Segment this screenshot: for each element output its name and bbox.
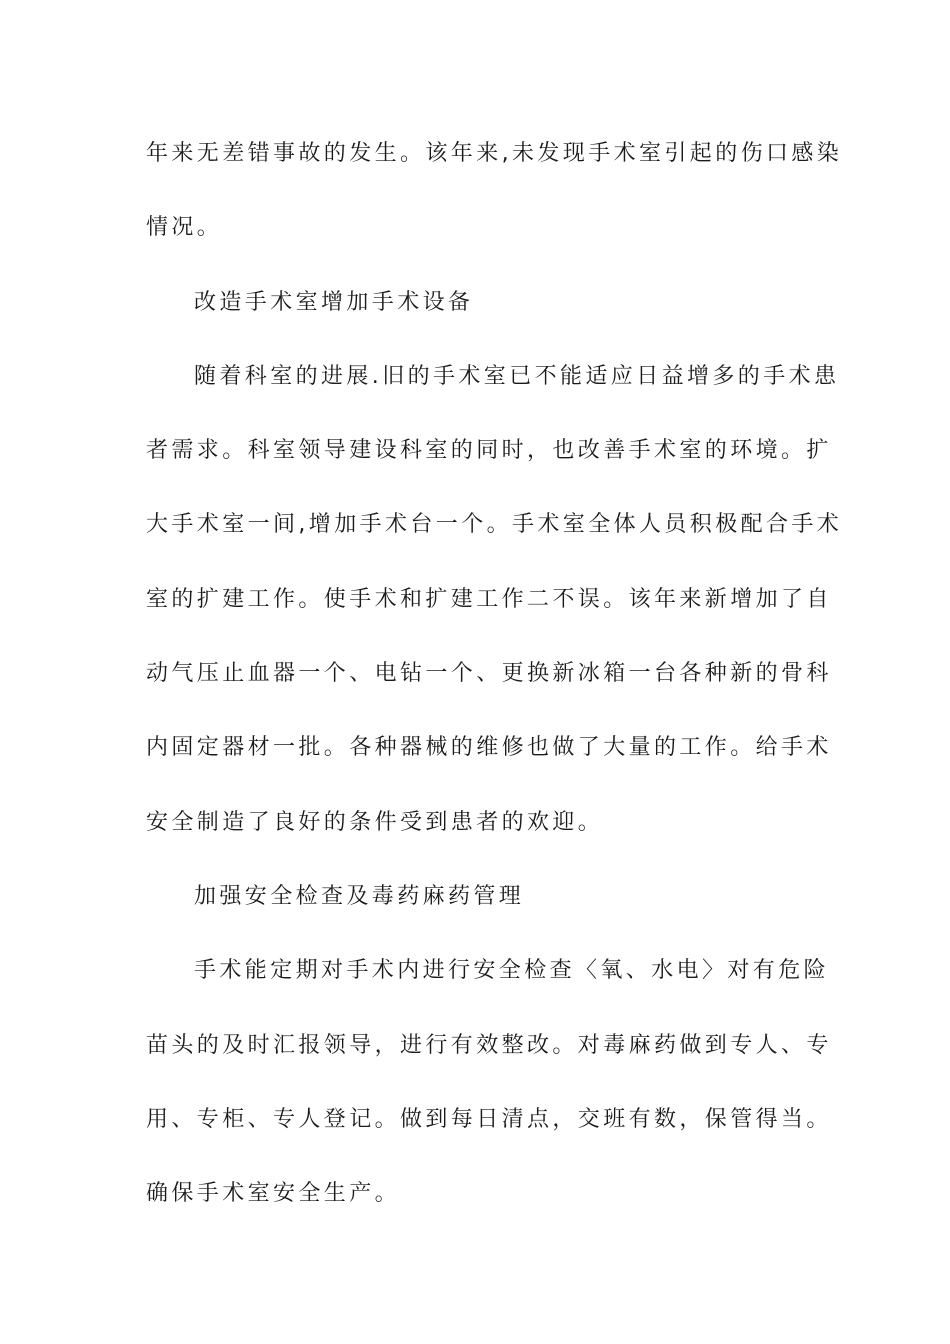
paragraph-line: 大手术室一间,增加手术台一个。手术室全体人员积极配合手术	[146, 512, 843, 538]
paragraph-line: 苗头的及时汇报领导，进行有效整改。对毒麻药做到专人、专	[146, 1032, 832, 1058]
paragraph-line: 年来无差错事故的发生。该年来,未发现手术室引起的伤口感染	[146, 141, 843, 166]
paragraph-line: 用、专柜、专人登记。做到每日清点，交班有数，保管得当。	[146, 1106, 832, 1132]
paragraph-line: 室的扩建工作。使手术和扩建工作二不误。该年来新增加了自	[146, 586, 832, 612]
document-body	[146, 128, 843, 1242]
paragraph-line: 情况。	[146, 215, 223, 241]
paragraph-line: 确保手术室安全生产。	[146, 1181, 401, 1207]
paragraph-line: 手术能定期对手术内进行安全检查〈氧、水电〉对有危险	[194, 958, 830, 984]
section-heading: 加强安全检查及毒药麻药管理	[194, 883, 525, 909]
paragraph-line: 动气压止血器一个、电钻一个、更换新冰箱一台各种新的骨科	[146, 661, 832, 687]
section-heading: 改造手术室增加手术设备	[194, 289, 474, 315]
paragraph-line: 随着科室的进展.旧的手术室已不能适应日益增多的手术患	[194, 363, 840, 389]
paragraph-line: 者需求。科室领导建设科室的同时，也改善手术室的环境。扩	[146, 438, 832, 464]
paragraph-line: 内固定器材一批。各种器械的维修也做了大量的工作。给手术	[146, 735, 832, 761]
paragraph-line: 安全制造了良好的条件受到患者的欢迎。	[146, 809, 604, 835]
